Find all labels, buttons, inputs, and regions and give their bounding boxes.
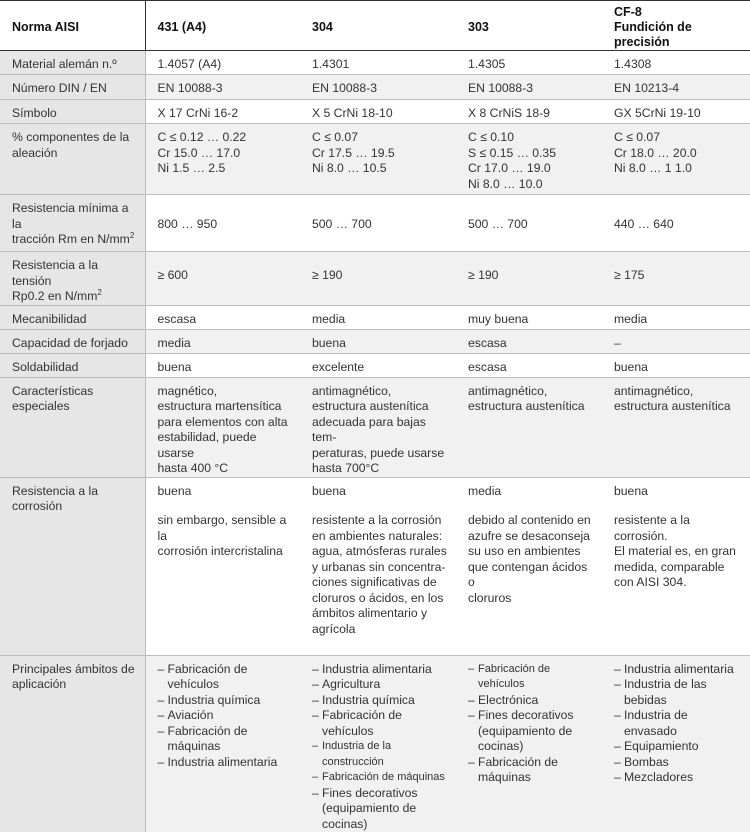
cell-value: 1.4057 (A4) (145, 51, 300, 75)
cell-value: 440 … 640 (602, 195, 750, 252)
list-item: – Fines decorativos (equipamiento de cocinas) (468, 708, 594, 755)
cell-value: 500 … 700 (456, 195, 602, 252)
row-label: Símbolo (0, 100, 145, 124)
row-label: Características especiales (0, 377, 145, 477)
cell-value: EN 10088-3 (145, 75, 300, 100)
cell-value: antimagnético, estructura austenítica (602, 377, 750, 477)
list-item: – Mezcladores (614, 770, 742, 786)
header-col-431: 431 (A4) (145, 1, 300, 51)
list-item: – Industria química (158, 693, 293, 709)
cell-value: – (602, 329, 750, 353)
cell-value (145, 655, 300, 832)
cell-value: GX 5CrNi 19-10 (602, 100, 750, 124)
cell-value: buena resistente a la corrosión en ambientes naturales: agua, atmósferas rurales y urbanas sin concentra- ciones significativas de cloruros o ácidos, en los ámbitos alimentario y agrícola (300, 477, 456, 655)
cell-value: X 17 CrNi 16-2 (145, 100, 300, 124)
row-label: Principales ámbitos de aplicación (0, 655, 145, 832)
list-item: – Industria de la construcción (312, 739, 448, 770)
row-applications (0, 655, 750, 832)
row-label: Mecanibilidad (0, 305, 145, 329)
row-label: Material alemán n.º (0, 51, 145, 75)
cell-value (300, 655, 456, 832)
cell-value: X 5 CrNi 18-10 (300, 100, 456, 124)
cell-value: antimagnético, estructura austenítica (456, 377, 602, 477)
cell-value: muy buena (456, 305, 602, 329)
cell-value: buena resistente a la corrosión. El material es, en gran medida, comparable con AISI 304. (602, 477, 750, 655)
cell-value: 500 … 700 (300, 195, 456, 252)
cell-value: media (602, 305, 750, 329)
cell-value: C ≤ 0.10 S ≤ 0.15 … 0.35 Cr 17.0 … 19.0 Ni 8.0 … 10.0 (456, 124, 602, 195)
header-row (0, 1, 750, 51)
cell-value: media debido al contenido en azufre se desaconseja su uso en ambientes que contengan ácidos o cloruros (456, 477, 602, 655)
cell-value: 1.4301 (300, 51, 456, 75)
cell-value: escasa (145, 305, 300, 329)
header-col-cf8: CF-8 Fundición de precisión (602, 1, 750, 51)
row-label: % componentes de la aleación (0, 124, 145, 195)
list-item: – Industria química (312, 693, 448, 709)
cell-value: C ≤ 0.07 Cr 17.5 … 19.5 Ni 8.0 … 10.5 (300, 124, 456, 195)
row-yield (0, 252, 750, 306)
cell-value: 800 … 950 (145, 195, 300, 252)
row-material (0, 51, 750, 75)
row-label: Número DIN / EN (0, 75, 145, 100)
cell-value: buena (145, 353, 300, 377)
cell-value: C ≤ 0.07 Cr 18.0 … 20.0 Ni 8.0 … 1 1.0 (602, 124, 750, 195)
list-item: – Fabricación de vehículos (312, 708, 448, 739)
list-item: – Fabricación de vehículos (158, 662, 293, 693)
cell-value: ≥ 190 (456, 252, 602, 306)
cell-value: 1.4305 (456, 51, 602, 75)
row-tensile (0, 195, 750, 252)
row-label: Resistencia mínima a la tracción Rm en $N/mm^2$ (0, 195, 145, 252)
header-label: Norma AISI (0, 1, 145, 51)
list-item: – Fabricación de vehículos (468, 662, 594, 693)
row-special (0, 377, 750, 477)
list-item: – Industria de envasado (614, 708, 742, 739)
cell-value: buena (602, 353, 750, 377)
cell-value: buena (300, 329, 456, 353)
row-corrosion (0, 477, 750, 655)
list-item: – Aviación (158, 708, 293, 724)
cell-value: ≥ 190 (300, 252, 456, 306)
cell-value: EN 10088-3 (456, 75, 602, 100)
cell-value: media (300, 305, 456, 329)
cell-value: ≥ 175 (602, 252, 750, 306)
list-item: – Industria alimentaria (312, 662, 448, 678)
list-item: – Fabricación de máquinas (468, 755, 594, 786)
row-forging (0, 329, 750, 353)
cell-value: escasa (456, 353, 602, 377)
list-item: – Electrónica (468, 693, 594, 709)
cell-value: ≥ 600 (145, 252, 300, 306)
row-label: Capacidad de forjado (0, 329, 145, 353)
row-welding (0, 353, 750, 377)
cell-value: 1.4308 (602, 51, 750, 75)
cell-value: escasa (456, 329, 602, 353)
cell-value: excelente (300, 353, 456, 377)
list-item: – Equipamiento (614, 739, 742, 755)
cell-value: X 8 CrNiS 18-9 (456, 100, 602, 124)
cell-value: media (145, 329, 300, 353)
list-item: – Fabricación de máquinas (312, 770, 448, 786)
list-item: – Industria alimentaria (158, 755, 293, 771)
cell-value (602, 655, 750, 832)
list-item: – Fines decorativos (equipamiento de cocinas) (312, 786, 448, 832)
cell-value: magnético, estructura martensítica para elementos con alta estabilidad, puede usarse hasta 400 °C (145, 377, 300, 477)
list-item: – Fabricación de máquinas (158, 724, 293, 755)
header-col-303: 303 (456, 1, 602, 51)
header-col-304: 304 (300, 1, 456, 51)
cell-value: EN 10088-3 (300, 75, 456, 100)
list-item: – Bombas (614, 755, 742, 771)
list-item: – Industria alimentaria (614, 662, 742, 678)
row-machinability (0, 305, 750, 329)
cell-value: C ≤ 0.12 … 0.22 Cr 15.0 … 17.0 Ni 1.5 … 2.5 (145, 124, 300, 195)
row-din (0, 75, 750, 100)
cell-value (456, 655, 602, 832)
list-item: – Industria de las bebidas (614, 677, 742, 708)
cell-value: antimagnético, estructura austenítica adecuada para bajas tem- peraturas, puede usarse hasta 700°C (300, 377, 456, 477)
row-label: Resistencia a la tensión Rp0.2 en $N/mm^2$ (0, 252, 145, 306)
cell-value: buena sin embargo, sensible a la corrosión intercristalina (145, 477, 300, 655)
row-symbol (0, 100, 750, 124)
row-label: Resistencia a la corrosión (0, 477, 145, 655)
row-label: Soldabilidad (0, 353, 145, 377)
row-components (0, 124, 750, 195)
cell-value: EN 10213-4 (602, 75, 750, 100)
list-item: – Agricultura (312, 677, 448, 693)
